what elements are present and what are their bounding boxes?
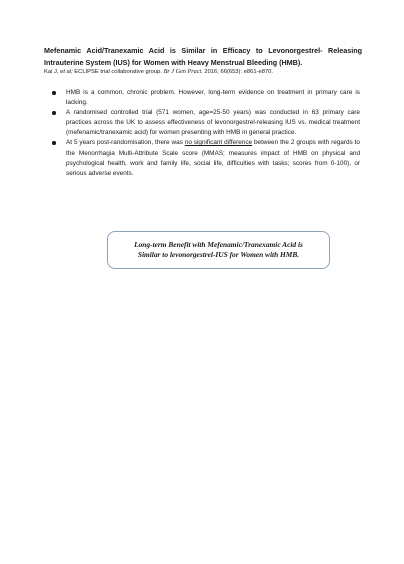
bullet-text: [66, 139, 360, 176]
bullet-item: [52, 88, 360, 108]
citation-etal: et al;: [60, 69, 73, 75]
summary-bullet-list: [52, 88, 360, 179]
article-citation: [44, 68, 364, 76]
callout-line-2: Similar to levonorgestrel-IUS for Women with HMB.: [137, 250, 300, 259]
citation-group: ECLIPSE trial collaborative group.: [72, 69, 164, 75]
bullet-text: HMB is a common, chronic problem. However, long-term evidence on treatment in primary care is lacking.: [66, 89, 360, 107]
bullet-item: [52, 138, 360, 178]
bullet-icon: [52, 91, 56, 95]
bullet-icon: [52, 141, 56, 145]
callout-line-1: Long-term Benefit with Mefenamic/Tranexamic Acid is: [134, 240, 303, 249]
citation-details: 2016; 66(653): e861-e870.: [202, 69, 274, 75]
bullet-item: [52, 108, 360, 138]
citation-journal: Br J Gen Pract.: [163, 68, 203, 75]
article-title: Mefenamic Acid/Tranexamic Acid is Similar in Efficacy to Levonorgestrel- Releasing Intrauterine System (IUS) for Women with Heavy Menstrual Bleeding (HMB).: [44, 46, 362, 67]
bullet-icon: [52, 111, 56, 115]
bullet-text-pre: At 5 years post-randomisation, there was: [66, 139, 185, 147]
bullet-text-post: between the 2 groups with regards to the Menorrhagia Multi-Attribute Scale score (MMAS; measures impact of HMB on physical and psychological health, work and family life, social life, difficulties with tasks; scores from 0-100), or serious adverse events.: [66, 139, 360, 177]
underlined-finding: no significant difference: [184, 139, 253, 147]
conclusion-callout-box: [107, 231, 330, 269]
bullet-text: A randomised controlled trial (571 women, age=25-50 years) was conducted in 63 primary care practices across the UK to assess effectiveness of levonorgestrel-releasing IUS vs. medical treatment (mefenamic/tranexamic acid) for women presenting with HMB in general practice.: [66, 109, 360, 137]
citation-authors: Kai J,: [44, 69, 61, 75]
